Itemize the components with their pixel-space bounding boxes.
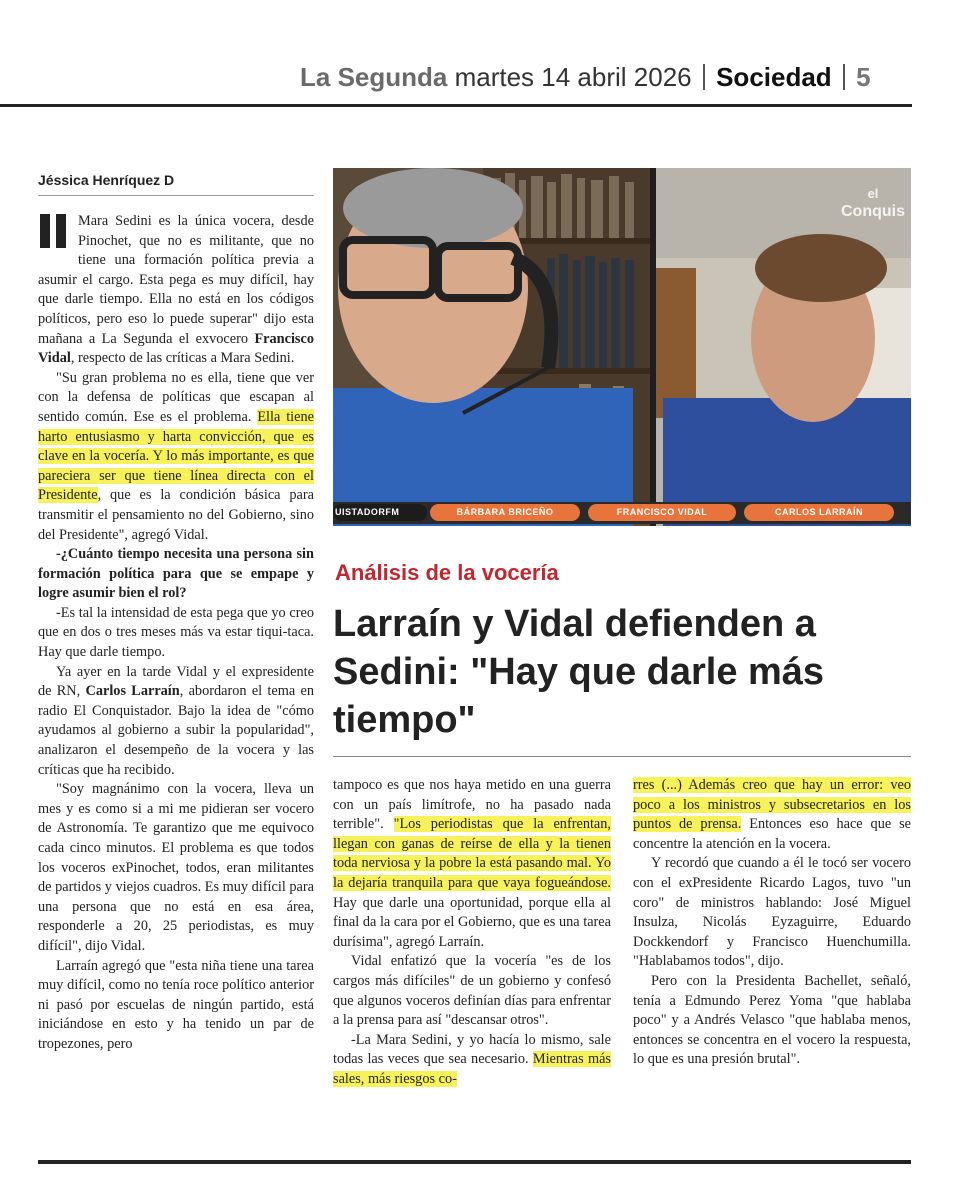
highlighted-text: Ella tiene harto entusiasmo y harta convicción, que es clave en la vocería. Y lo más importante, es que pareciera ser que tiene línea directa con el Presidente — [38, 408, 314, 504]
article-column-1 — [38, 212, 314, 1132]
highlighted-text: "Los periodistas que la enfrentan, llegan con ganas de reírse de ella y la tienen toda nerviosa y la pobre la está pasando mal. Yo la dejaría tranquila para que vaya fogueándose. — [333, 816, 611, 891]
masthead-separator — [843, 64, 845, 90]
paragraph: Pero con la Presidenta Bachellet, señaló, tenía a Edmundo Perez Yoma "que hablaba poco" y a Andrés Velasco "que hablaba menos, entonces se concentra en el vocero la respuesta, lo que es una presión brutal". — [633, 972, 911, 1068]
headline-rule — [333, 756, 911, 757]
watermark-top: el — [867, 186, 879, 201]
quote-mark-icon — [38, 212, 72, 252]
article-column-3 — [633, 776, 911, 1136]
paragraph: tampoco es que nos haya metido en una guerra con un país limítrofe, no ha pasado nada terrible". "Los periodistas que la enfrentan, llegan con ganas de reírse de ella y la tienen toda nerviosa y la pobre la está pasando mal. Yo la dejaría tranquila para que vaya fogueándose. Hay que darle una oportunidad, porque ella al final da la cara por el Gobierno, que es una tarea durísima", agregó Larraín. — [333, 777, 611, 950]
video-call-illustration — [333, 168, 911, 526]
byline-rule — [38, 195, 314, 196]
issue-date: martes 14 abril 2026 — [454, 62, 692, 92]
kicker: Análisis de la vocería — [335, 560, 559, 585]
masthead — [300, 62, 910, 98]
lead-paragraph: Mara Sedini es la única vocera, desde Pinochet, que no es militante, que no tiene una formación política previa a asumir el cargo. Esta pega es muy difícil, hay que darle tiempo. Ella no está en los códigos políticos, pero eso lo puede superar" dijo esta mañana a La Segunda el exvocero Francisco Vidal, respecto de las críticas a Mara Sedini. — [38, 213, 314, 367]
paragraph: -Es tal la intensidad de esta pega que yo creo que en dos o tres meses más va estar tiqui-taca. Hay que darle tiempo. — [38, 604, 314, 661]
caption-carlos-larrain: CARLOS LARRAÍN — [744, 504, 894, 521]
paragraph: Ya ayer en la tarde Vidal y el expresidente de RN, Carlos Larraín, abordaron el tema en radio El Conquistador. Bajo la idea de "cómo ayudamos al gobierno a subir la popularidad", analizaron el desempeño de la vocera y las críticas que ha recibido. — [38, 663, 314, 778]
paragraph: rres (...) Además creo que hay un error: veo poco a los ministros y subsecretarios en los puntos de prensa. Entonces eso hace que se concentre la atención en la vocera. — [633, 777, 911, 852]
article-column-2 — [333, 776, 611, 1136]
paragraph: -La Mara Sedini, y yo hacía lo mismo, sale todas las veces que sea necesario. Mientras más sales, más riesgos co- — [333, 1031, 611, 1087]
highlighted-text: rres (...) Además creo que hay un error: veo poco a los ministros y subsecretarios en los puntos de prensa. — [633, 777, 911, 833]
byline: Jéssica Henríquez D — [38, 172, 175, 188]
article-photo — [333, 168, 911, 526]
caption-francisco-vidal: FRANCISCO VIDAL — [588, 504, 736, 521]
masthead-rule — [0, 104, 912, 107]
name-carlos-larrain: Carlos Larraín — [85, 683, 180, 700]
caption-barbara-briceno: BÁRBARA BRICEÑO — [430, 504, 580, 521]
photo-divider — [650, 168, 656, 526]
publication-name: La Segunda — [300, 62, 448, 92]
highlighted-text: Mientras más sales, más riesgos co- — [333, 1051, 611, 1087]
watermark-bottom: Conquis — [841, 203, 905, 220]
masthead-separator — [703, 64, 705, 90]
paragraph: Y recordó que cuando a él le tocó ser vocero con el exPresidente Ricardo Lagos, tuvo "un coro" de ministros hablando: José Miguel Insulza, Nicolás Eyzaguirre, Eduardo Dockkendorf y Francisco Huenchumilla. "Hablabamos todos", dijo. — [633, 855, 911, 970]
headline: Larraín y Vidal defienden a Sedini: "Hay que darle más tiempo" — [333, 603, 825, 741]
caption-station: UISTADORFM — [333, 504, 427, 521]
paragraph: Larraín agregó que "esta niña tiene una tarea muy difícil, como no tenía roce político anterior ni pasó por escuelas de ningún partido, está iniciándose en esto y ha tenido un par de tropezones, pero — [38, 957, 314, 1052]
footer-rule — [38, 1160, 911, 1164]
interview-question: -¿Cuánto tiempo necesita una persona sin formación política para que se empape y logre asumir bien el rol? — [38, 546, 314, 602]
name-francisco-vidal: Francisco Vidal — [38, 330, 314, 367]
paragraph: "Su gran problema no es ella, tiene que ver con la defensa de políticas que escapan al sentido común. Ese es el problema. Ella tiene harto entusiasmo y harta convicción, que es clave en la vocería. Y lo más importante, es que pareciera ser que tiene línea directa con el Presidente, que es la condición básica para transmitir el pensamiento no del Gobierno, sino del Presidente", agregó Vidal. — [38, 369, 314, 543]
section-name: Sociedad — [716, 62, 832, 92]
paragraph: "Soy magnánimo con la vocera, lleva un mes y es como si a mi me pidieran ser vocero de Astronomía. Te garantizo que me equivoco cada cinco minutos. El problema es que todos los voceros exPinochet, todos, eran militantes de partidos y viejos cuadros. Es muy difícil para una persona que no está en esa área, responderle a 20, 25 periodistas, es muy difícil", dijo Vidal. — [38, 781, 314, 954]
page-number: 5 — [856, 62, 871, 92]
paragraph: Vidal enfatizó que la vocería "es de los cargos más difíciles" de un gobierno y confesó que algunos voceros definían días para enfrentar a la prensa para así "descansar otros". — [333, 953, 611, 1029]
